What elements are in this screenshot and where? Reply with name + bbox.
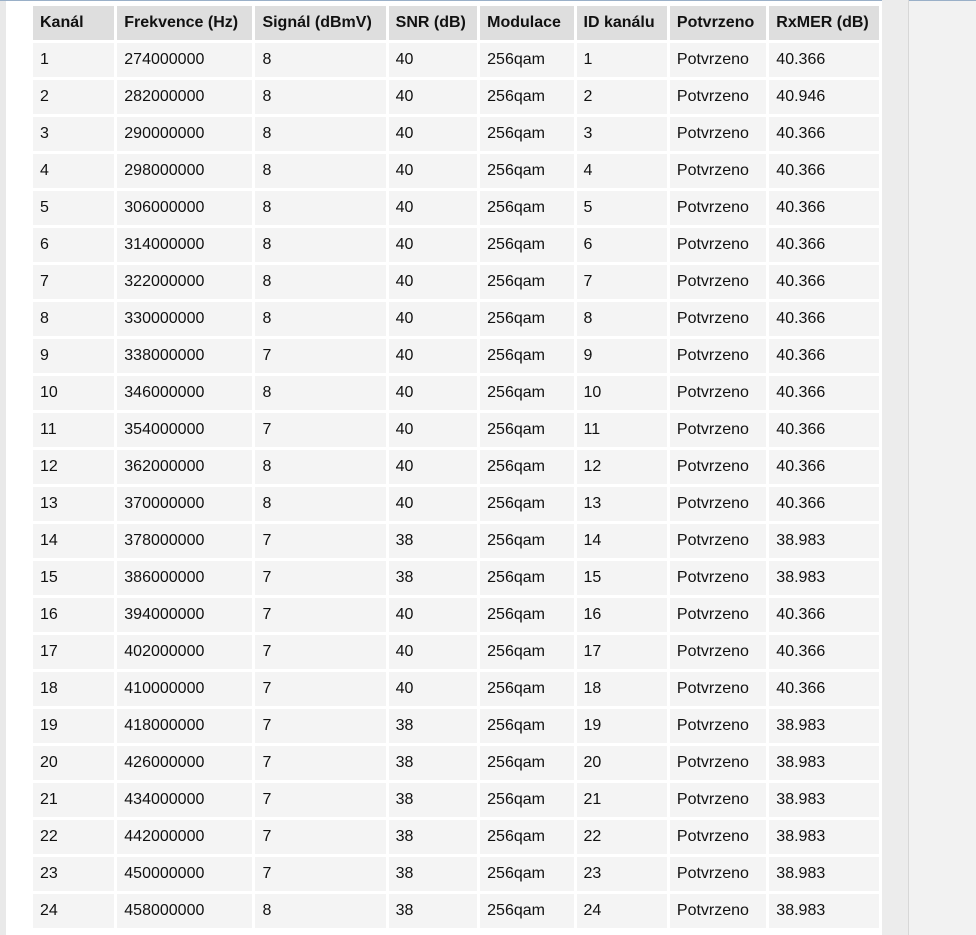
cell-frequency: 394000000 bbox=[117, 598, 252, 632]
cell-locked: Potvrzeno bbox=[670, 376, 766, 410]
table-row bbox=[33, 154, 879, 188]
cell-channel-id: 24 bbox=[577, 894, 667, 928]
cell-snr: 40 bbox=[389, 43, 478, 77]
cell-snr: 38 bbox=[389, 894, 478, 928]
cell-frequency: 330000000 bbox=[117, 302, 252, 336]
cell-modulation: 256qam bbox=[480, 635, 573, 669]
cell-modulation: 256qam bbox=[480, 857, 573, 891]
cell-frequency: 402000000 bbox=[117, 635, 252, 669]
cell-channel: 24 bbox=[33, 894, 114, 928]
cell-channel: 13 bbox=[33, 487, 114, 521]
cell-locked: Potvrzeno bbox=[670, 598, 766, 632]
cell-locked: Potvrzeno bbox=[670, 561, 766, 595]
table-row bbox=[33, 709, 879, 743]
downstream-channels-table bbox=[30, 3, 882, 931]
cell-locked: Potvrzeno bbox=[670, 339, 766, 373]
cell-snr: 40 bbox=[389, 228, 478, 262]
table-row bbox=[33, 820, 879, 854]
cell-locked: Potvrzeno bbox=[670, 228, 766, 262]
cell-snr: 40 bbox=[389, 450, 478, 484]
column-header-signal: Signál (dBmV) bbox=[255, 6, 385, 40]
cell-channel-id: 4 bbox=[577, 154, 667, 188]
cell-frequency: 346000000 bbox=[117, 376, 252, 410]
cell-frequency: 458000000 bbox=[117, 894, 252, 928]
cell-snr: 40 bbox=[389, 154, 478, 188]
cell-locked: Potvrzeno bbox=[670, 191, 766, 225]
cell-rxmer: 40.366 bbox=[769, 635, 879, 669]
cell-channel-id: 13 bbox=[577, 487, 667, 521]
cell-channel: 12 bbox=[33, 450, 114, 484]
cell-modulation: 256qam bbox=[480, 783, 573, 817]
cell-modulation: 256qam bbox=[480, 339, 573, 373]
cell-signal: 8 bbox=[255, 265, 385, 299]
cell-channel: 15 bbox=[33, 561, 114, 595]
cell-snr: 38 bbox=[389, 746, 478, 780]
cell-channel-id: 14 bbox=[577, 524, 667, 558]
cell-signal: 8 bbox=[255, 117, 385, 151]
cell-frequency: 434000000 bbox=[117, 783, 252, 817]
content-panel bbox=[6, 0, 883, 935]
cell-snr: 38 bbox=[389, 524, 478, 558]
table-row bbox=[33, 302, 879, 336]
cell-snr: 40 bbox=[389, 339, 478, 373]
cell-snr: 38 bbox=[389, 857, 478, 891]
cell-signal: 8 bbox=[255, 487, 385, 521]
table-body bbox=[33, 43, 879, 928]
cell-snr: 38 bbox=[389, 783, 478, 817]
cell-snr: 40 bbox=[389, 672, 478, 706]
cell-frequency: 442000000 bbox=[117, 820, 252, 854]
cell-rxmer: 38.983 bbox=[769, 894, 879, 928]
cell-modulation: 256qam bbox=[480, 598, 573, 632]
cell-channel: 6 bbox=[33, 228, 114, 262]
table-row bbox=[33, 191, 879, 225]
cell-channel: 23 bbox=[33, 857, 114, 891]
cell-snr: 40 bbox=[389, 302, 478, 336]
cell-snr: 40 bbox=[389, 413, 478, 447]
cell-modulation: 256qam bbox=[480, 561, 573, 595]
cell-modulation: 256qam bbox=[480, 191, 573, 225]
cell-signal: 8 bbox=[255, 154, 385, 188]
table-row bbox=[33, 561, 879, 595]
cell-locked: Potvrzeno bbox=[670, 746, 766, 780]
cell-rxmer: 40.366 bbox=[769, 598, 879, 632]
table-row bbox=[33, 857, 879, 891]
cell-snr: 40 bbox=[389, 80, 478, 114]
column-header-locked: Potvrzeno bbox=[670, 6, 766, 40]
cell-frequency: 410000000 bbox=[117, 672, 252, 706]
cell-channel: 3 bbox=[33, 117, 114, 151]
cell-frequency: 378000000 bbox=[117, 524, 252, 558]
cell-snr: 40 bbox=[389, 598, 478, 632]
table-row bbox=[33, 450, 879, 484]
column-header-modulation: Modulace bbox=[480, 6, 573, 40]
cell-modulation: 256qam bbox=[480, 302, 573, 336]
cell-channel-id: 8 bbox=[577, 302, 667, 336]
cell-modulation: 256qam bbox=[480, 265, 573, 299]
cell-rxmer: 40.366 bbox=[769, 376, 879, 410]
cell-signal: 8 bbox=[255, 302, 385, 336]
cell-locked: Potvrzeno bbox=[670, 154, 766, 188]
cell-channel-id: 19 bbox=[577, 709, 667, 743]
cell-rxmer: 40.366 bbox=[769, 154, 879, 188]
table-row bbox=[33, 746, 879, 780]
cell-locked: Potvrzeno bbox=[670, 820, 766, 854]
table-header-row bbox=[33, 6, 879, 40]
cell-frequency: 290000000 bbox=[117, 117, 252, 151]
cell-rxmer: 40.366 bbox=[769, 117, 879, 151]
cell-signal: 7 bbox=[255, 857, 385, 891]
cell-channel: 16 bbox=[33, 598, 114, 632]
cell-signal: 8 bbox=[255, 894, 385, 928]
cell-channel-id: 10 bbox=[577, 376, 667, 410]
cell-rxmer: 38.983 bbox=[769, 709, 879, 743]
cell-snr: 40 bbox=[389, 265, 478, 299]
cell-frequency: 362000000 bbox=[117, 450, 252, 484]
cell-signal: 7 bbox=[255, 598, 385, 632]
cell-locked: Potvrzeno bbox=[670, 709, 766, 743]
cell-rxmer: 40.366 bbox=[769, 228, 879, 262]
cell-rxmer: 40.366 bbox=[769, 672, 879, 706]
cell-channel-id: 7 bbox=[577, 265, 667, 299]
cell-locked: Potvrzeno bbox=[670, 302, 766, 336]
column-header-frequency: Frekvence (Hz) bbox=[117, 6, 252, 40]
cell-rxmer: 40.366 bbox=[769, 43, 879, 77]
table-row bbox=[33, 783, 879, 817]
cell-modulation: 256qam bbox=[480, 376, 573, 410]
cell-rxmer: 40.366 bbox=[769, 265, 879, 299]
cell-frequency: 418000000 bbox=[117, 709, 252, 743]
cell-channel: 10 bbox=[33, 376, 114, 410]
cell-channel: 2 bbox=[33, 80, 114, 114]
cell-modulation: 256qam bbox=[480, 80, 573, 114]
table-row bbox=[33, 265, 879, 299]
cell-channel-id: 5 bbox=[577, 191, 667, 225]
cell-signal: 7 bbox=[255, 709, 385, 743]
cell-snr: 38 bbox=[389, 561, 478, 595]
cell-rxmer: 38.983 bbox=[769, 746, 879, 780]
cell-signal: 8 bbox=[255, 43, 385, 77]
cell-channel-id: 16 bbox=[577, 598, 667, 632]
cell-locked: Potvrzeno bbox=[670, 487, 766, 521]
cell-modulation: 256qam bbox=[480, 820, 573, 854]
cell-channel: 8 bbox=[33, 302, 114, 336]
cell-frequency: 306000000 bbox=[117, 191, 252, 225]
cell-rxmer: 40.366 bbox=[769, 339, 879, 373]
cell-snr: 40 bbox=[389, 117, 478, 151]
cell-signal: 7 bbox=[255, 635, 385, 669]
cell-signal: 7 bbox=[255, 561, 385, 595]
cell-channel-id: 2 bbox=[577, 80, 667, 114]
cell-snr: 38 bbox=[389, 820, 478, 854]
cell-frequency: 314000000 bbox=[117, 228, 252, 262]
cell-modulation: 256qam bbox=[480, 228, 573, 262]
cell-snr: 40 bbox=[389, 191, 478, 225]
cell-frequency: 450000000 bbox=[117, 857, 252, 891]
cell-channel-id: 9 bbox=[577, 339, 667, 373]
cell-signal: 8 bbox=[255, 450, 385, 484]
cell-frequency: 282000000 bbox=[117, 80, 252, 114]
table-row bbox=[33, 524, 879, 558]
cell-modulation: 256qam bbox=[480, 524, 573, 558]
cell-rxmer: 40.366 bbox=[769, 302, 879, 336]
cell-locked: Potvrzeno bbox=[670, 524, 766, 558]
cell-signal: 7 bbox=[255, 339, 385, 373]
cell-channel: 20 bbox=[33, 746, 114, 780]
cell-rxmer: 38.983 bbox=[769, 524, 879, 558]
table-row bbox=[33, 228, 879, 262]
cell-signal: 7 bbox=[255, 524, 385, 558]
cell-rxmer: 38.983 bbox=[769, 857, 879, 891]
cell-channel: 22 bbox=[33, 820, 114, 854]
column-header-rxmer: RxMER (dB) bbox=[769, 6, 879, 40]
top-border bbox=[0, 0, 976, 1]
cell-rxmer: 40.946 bbox=[769, 80, 879, 114]
cell-modulation: 256qam bbox=[480, 450, 573, 484]
cell-locked: Potvrzeno bbox=[670, 857, 766, 891]
cell-modulation: 256qam bbox=[480, 43, 573, 77]
cell-signal: 7 bbox=[255, 672, 385, 706]
cell-locked: Potvrzeno bbox=[670, 413, 766, 447]
cell-channel-id: 20 bbox=[577, 746, 667, 780]
cell-locked: Potvrzeno bbox=[670, 635, 766, 669]
cell-channel-id: 15 bbox=[577, 561, 667, 595]
cell-frequency: 426000000 bbox=[117, 746, 252, 780]
cell-snr: 38 bbox=[389, 709, 478, 743]
cell-channel-id: 18 bbox=[577, 672, 667, 706]
cell-frequency: 370000000 bbox=[117, 487, 252, 521]
column-header-snr: SNR (dB) bbox=[389, 6, 478, 40]
cell-channel: 7 bbox=[33, 265, 114, 299]
cell-rxmer: 40.366 bbox=[769, 487, 879, 521]
cell-modulation: 256qam bbox=[480, 709, 573, 743]
cell-signal: 8 bbox=[255, 191, 385, 225]
cell-locked: Potvrzeno bbox=[670, 80, 766, 114]
table-row bbox=[33, 43, 879, 77]
cell-channel-id: 12 bbox=[577, 450, 667, 484]
cell-channel: 9 bbox=[33, 339, 114, 373]
cell-modulation: 256qam bbox=[480, 894, 573, 928]
cell-channel: 19 bbox=[33, 709, 114, 743]
cell-channel: 14 bbox=[33, 524, 114, 558]
cell-channel: 5 bbox=[33, 191, 114, 225]
cell-signal: 8 bbox=[255, 376, 385, 410]
table-row bbox=[33, 339, 879, 373]
cell-rxmer: 38.983 bbox=[769, 820, 879, 854]
cell-locked: Potvrzeno bbox=[670, 265, 766, 299]
column-header-channel: Kanál bbox=[33, 6, 114, 40]
cell-signal: 8 bbox=[255, 228, 385, 262]
table-row bbox=[33, 598, 879, 632]
cell-signal: 8 bbox=[255, 80, 385, 114]
table-row bbox=[33, 635, 879, 669]
right-side-strip bbox=[882, 0, 909, 935]
cell-signal: 7 bbox=[255, 746, 385, 780]
table-row bbox=[33, 487, 879, 521]
cell-signal: 7 bbox=[255, 783, 385, 817]
cell-channel-id: 3 bbox=[577, 117, 667, 151]
cell-channel-id: 22 bbox=[577, 820, 667, 854]
cell-locked: Potvrzeno bbox=[670, 117, 766, 151]
cell-channel: 4 bbox=[33, 154, 114, 188]
cell-rxmer: 40.366 bbox=[769, 450, 879, 484]
table-row bbox=[33, 894, 879, 928]
cell-frequency: 322000000 bbox=[117, 265, 252, 299]
cell-locked: Potvrzeno bbox=[670, 43, 766, 77]
column-header-channel-id: ID kanálu bbox=[577, 6, 667, 40]
cell-snr: 40 bbox=[389, 376, 478, 410]
cell-rxmer: 38.983 bbox=[769, 783, 879, 817]
cell-channel-id: 6 bbox=[577, 228, 667, 262]
cell-locked: Potvrzeno bbox=[670, 894, 766, 928]
cell-modulation: 256qam bbox=[480, 487, 573, 521]
cell-frequency: 274000000 bbox=[117, 43, 252, 77]
cell-channel-id: 21 bbox=[577, 783, 667, 817]
table-row bbox=[33, 376, 879, 410]
cell-modulation: 256qam bbox=[480, 154, 573, 188]
cell-rxmer: 40.366 bbox=[769, 191, 879, 225]
table-row bbox=[33, 80, 879, 114]
table-row bbox=[33, 413, 879, 447]
cell-locked: Potvrzeno bbox=[670, 672, 766, 706]
cell-channel-id: 23 bbox=[577, 857, 667, 891]
cell-frequency: 338000000 bbox=[117, 339, 252, 373]
cell-modulation: 256qam bbox=[480, 672, 573, 706]
cell-frequency: 386000000 bbox=[117, 561, 252, 595]
cell-channel-id: 1 bbox=[577, 43, 667, 77]
cell-channel: 11 bbox=[33, 413, 114, 447]
cell-signal: 7 bbox=[255, 413, 385, 447]
cell-rxmer: 40.366 bbox=[769, 413, 879, 447]
cell-channel-id: 11 bbox=[577, 413, 667, 447]
cell-modulation: 256qam bbox=[480, 413, 573, 447]
cell-signal: 7 bbox=[255, 820, 385, 854]
cell-frequency: 298000000 bbox=[117, 154, 252, 188]
cell-channel: 17 bbox=[33, 635, 114, 669]
table-row bbox=[33, 672, 879, 706]
cell-frequency: 354000000 bbox=[117, 413, 252, 447]
cell-locked: Potvrzeno bbox=[670, 450, 766, 484]
cell-channel: 1 bbox=[33, 43, 114, 77]
cell-snr: 40 bbox=[389, 635, 478, 669]
cell-channel: 21 bbox=[33, 783, 114, 817]
cell-modulation: 256qam bbox=[480, 117, 573, 151]
table-row bbox=[33, 117, 879, 151]
cell-channel-id: 17 bbox=[577, 635, 667, 669]
cell-locked: Potvrzeno bbox=[670, 783, 766, 817]
cell-modulation: 256qam bbox=[480, 746, 573, 780]
cell-rxmer: 38.983 bbox=[769, 561, 879, 595]
cell-snr: 40 bbox=[389, 487, 478, 521]
cell-channel: 18 bbox=[33, 672, 114, 706]
